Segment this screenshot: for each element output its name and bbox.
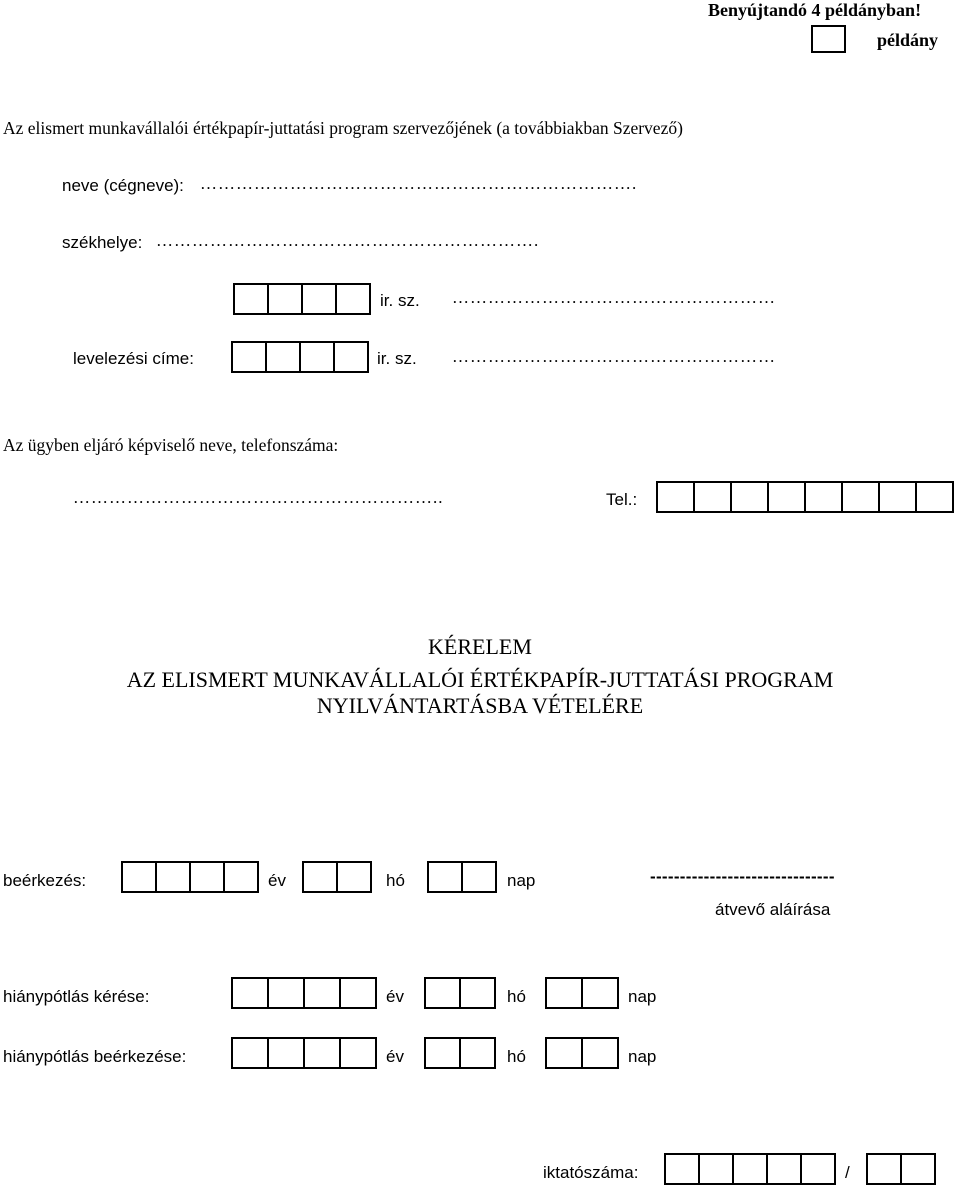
- zip-label-mail: ir. sz.: [377, 349, 417, 368]
- copy-label: példány: [877, 30, 939, 50]
- received-year-label: év: [268, 871, 286, 890]
- deficiency-received-day-label: nap: [628, 1047, 657, 1066]
- deficiency-request-month-label: hó: [507, 987, 526, 1006]
- representative-name-field[interactable]: ……………………………………………………..: [73, 488, 444, 507]
- organizer-intro: Az elismert munkavállalói értékpapír-juttatási program szervezőjének (a továbbiakban Szervező): [3, 118, 683, 138]
- received-day-label: nap: [507, 871, 536, 890]
- deficiency-request-day-boxes[interactable]: [545, 977, 619, 1009]
- deficiency-request-year-label: év: [386, 987, 404, 1006]
- filing-number-boxes[interactable]: [664, 1153, 836, 1185]
- zip-code-boxes-seat[interactable]: [233, 283, 371, 315]
- deficiency-received-label: hiánypótlás beérkezése:: [3, 1047, 187, 1066]
- received-month-label: hó: [386, 871, 405, 890]
- filing-number-label: iktatószáma:: [543, 1163, 639, 1182]
- tel-label: Tel.:: [606, 490, 638, 509]
- received-label: beérkezés:: [3, 871, 87, 890]
- seat-address-field[interactable]: ………………………………………………: [452, 288, 776, 307]
- deficiency-request-year-boxes[interactable]: [231, 977, 377, 1009]
- deficiency-request-label: hiánypótlás kérése:: [3, 987, 150, 1006]
- filing-number-separator: /: [845, 1163, 850, 1182]
- deficiency-request-day-label: nap: [628, 987, 657, 1006]
- name-field[interactable]: ……………………………………………………………….: [200, 174, 638, 193]
- mail-address-label: levelezési címe:: [73, 349, 194, 368]
- deficiency-received-month-label: hó: [507, 1047, 526, 1066]
- copies-note: Benyújtandó 4 példányban!: [708, 0, 922, 20]
- received-month-boxes[interactable]: [302, 861, 372, 893]
- deficiency-received-month-boxes[interactable]: [424, 1037, 496, 1069]
- seat-field[interactable]: ……………………………………………………….: [156, 231, 540, 250]
- deficiency-received-year-boxes[interactable]: [231, 1037, 377, 1069]
- signature-label: átvevő aláírása: [715, 900, 831, 919]
- signature-line[interactable]: -------------------------------: [650, 867, 835, 886]
- representative-heading: Az ügyben eljáró képviselő neve, telefonszáma:: [3, 435, 339, 455]
- request-subtitle-line-1: AZ ELISMERT MUNKAVÁLLALÓI ÉRTÉKPAPÍR-JUTTATÁSI PROGRAM: [126, 667, 834, 692]
- phone-number-boxes[interactable]: [656, 481, 954, 513]
- deficiency-received-day-boxes[interactable]: [545, 1037, 619, 1069]
- name-label: neve (cégneve):: [62, 176, 184, 195]
- copy-number-box[interactable]: [811, 25, 846, 53]
- received-year-boxes[interactable]: [121, 861, 259, 893]
- filing-year-boxes[interactable]: [866, 1153, 936, 1185]
- mail-address-field[interactable]: ………………………………………………: [452, 347, 776, 366]
- seat-label: székhelye:: [62, 233, 143, 252]
- received-day-boxes[interactable]: [427, 861, 497, 893]
- request-title: KÉRELEM: [428, 634, 532, 659]
- request-subtitle-line-2: NYILVÁNTARTÁSBA VÉTELÉRE: [316, 693, 644, 718]
- zip-label-seat: ir. sz.: [380, 291, 420, 310]
- deficiency-received-year-label: év: [386, 1047, 404, 1066]
- zip-code-boxes-mail[interactable]: [231, 341, 369, 373]
- deficiency-request-month-boxes[interactable]: [424, 977, 496, 1009]
